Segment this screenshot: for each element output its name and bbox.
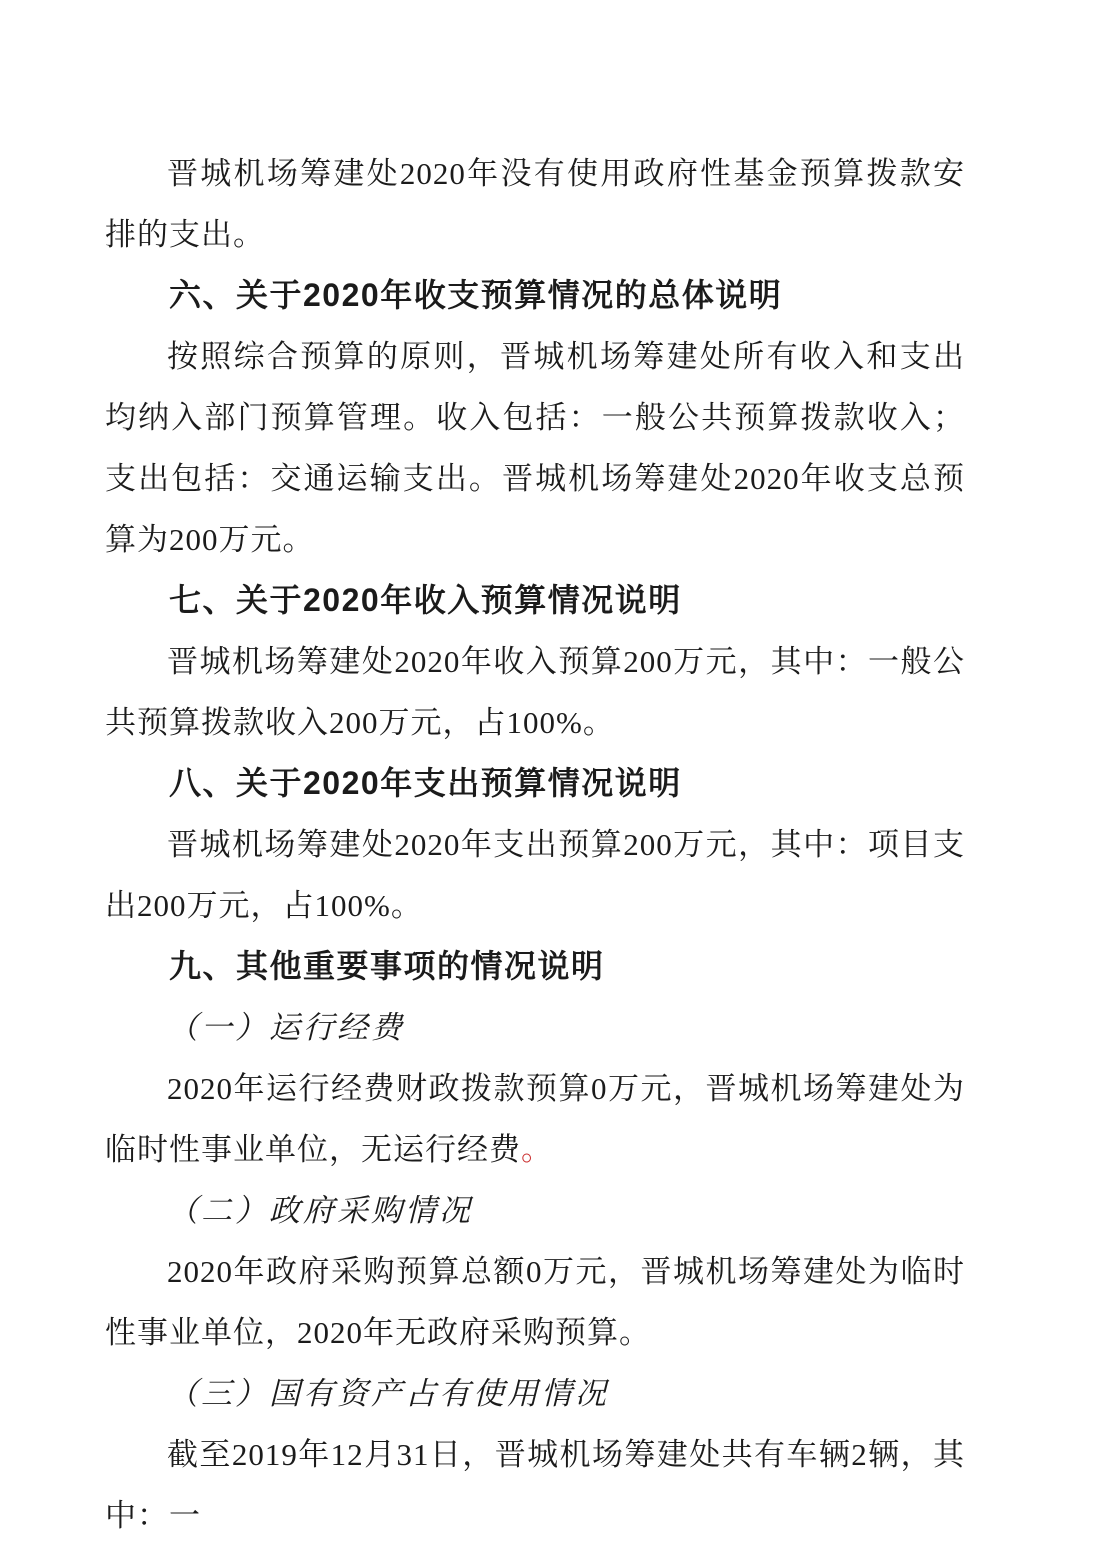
heading-section-9: 九、其他重要事项的情况说明 [169, 948, 605, 984]
para-expenditure-budget: 晋城机场筹建处2020年支出预算200万元，其中：项目支出200万元，占100%。 [105, 827, 965, 923]
para-govfund-expenditure: 晋城机场筹建处2020年没有使用政府性基金预算拨款安排的支出。 [105, 156, 965, 252]
para-overall-budget: 按照综合预算的原则，晋城机场筹建处所有收入和支出均纳入部门预算管理。收入包括：一般公共预算拨款收入；支出包括：交通运输支出。晋城机场筹建处2020年收支总预算为200万元。 [105, 339, 965, 557]
subheading-operating-funds: （一）运行经费 [167, 1010, 405, 1045]
red-period: 。 [521, 1132, 553, 1167]
para-operating-funds [105, 1058, 965, 1180]
para-gov-procurement: 2020年政府采购预算总额0万元，晋城机场筹建处为临时性事业单位，2020年无政府采购预算。 [105, 1254, 965, 1350]
para-income-budget: 晋城机场筹建处2020年收入预算200万元，其中：一般公共预算拨款收入200万元，占100%。 [105, 644, 965, 740]
heading-section-8: 八、关于2020年支出预算情况说明 [169, 765, 682, 801]
para-state-assets: 截至2019年12月31日，晋城机场筹建处共有车辆2辆，其中：一 [105, 1437, 965, 1533]
subheading-gov-procurement: （二）政府采购情况 [167, 1193, 473, 1228]
subheading-state-assets: （三）国有资产占有使用情况 [167, 1376, 609, 1411]
document-body [105, 143, 965, 1546]
heading-section-6: 六、关于2020年收支预算情况的总体说明 [169, 277, 783, 313]
heading-section-7: 七、关于2020年收入预算情况说明 [169, 582, 682, 618]
para-operating-funds-text: 2020年运行经费财政拨款预算0万元，晋城机场筹建处为临时性事业单位，无运行经费 [105, 1071, 965, 1167]
